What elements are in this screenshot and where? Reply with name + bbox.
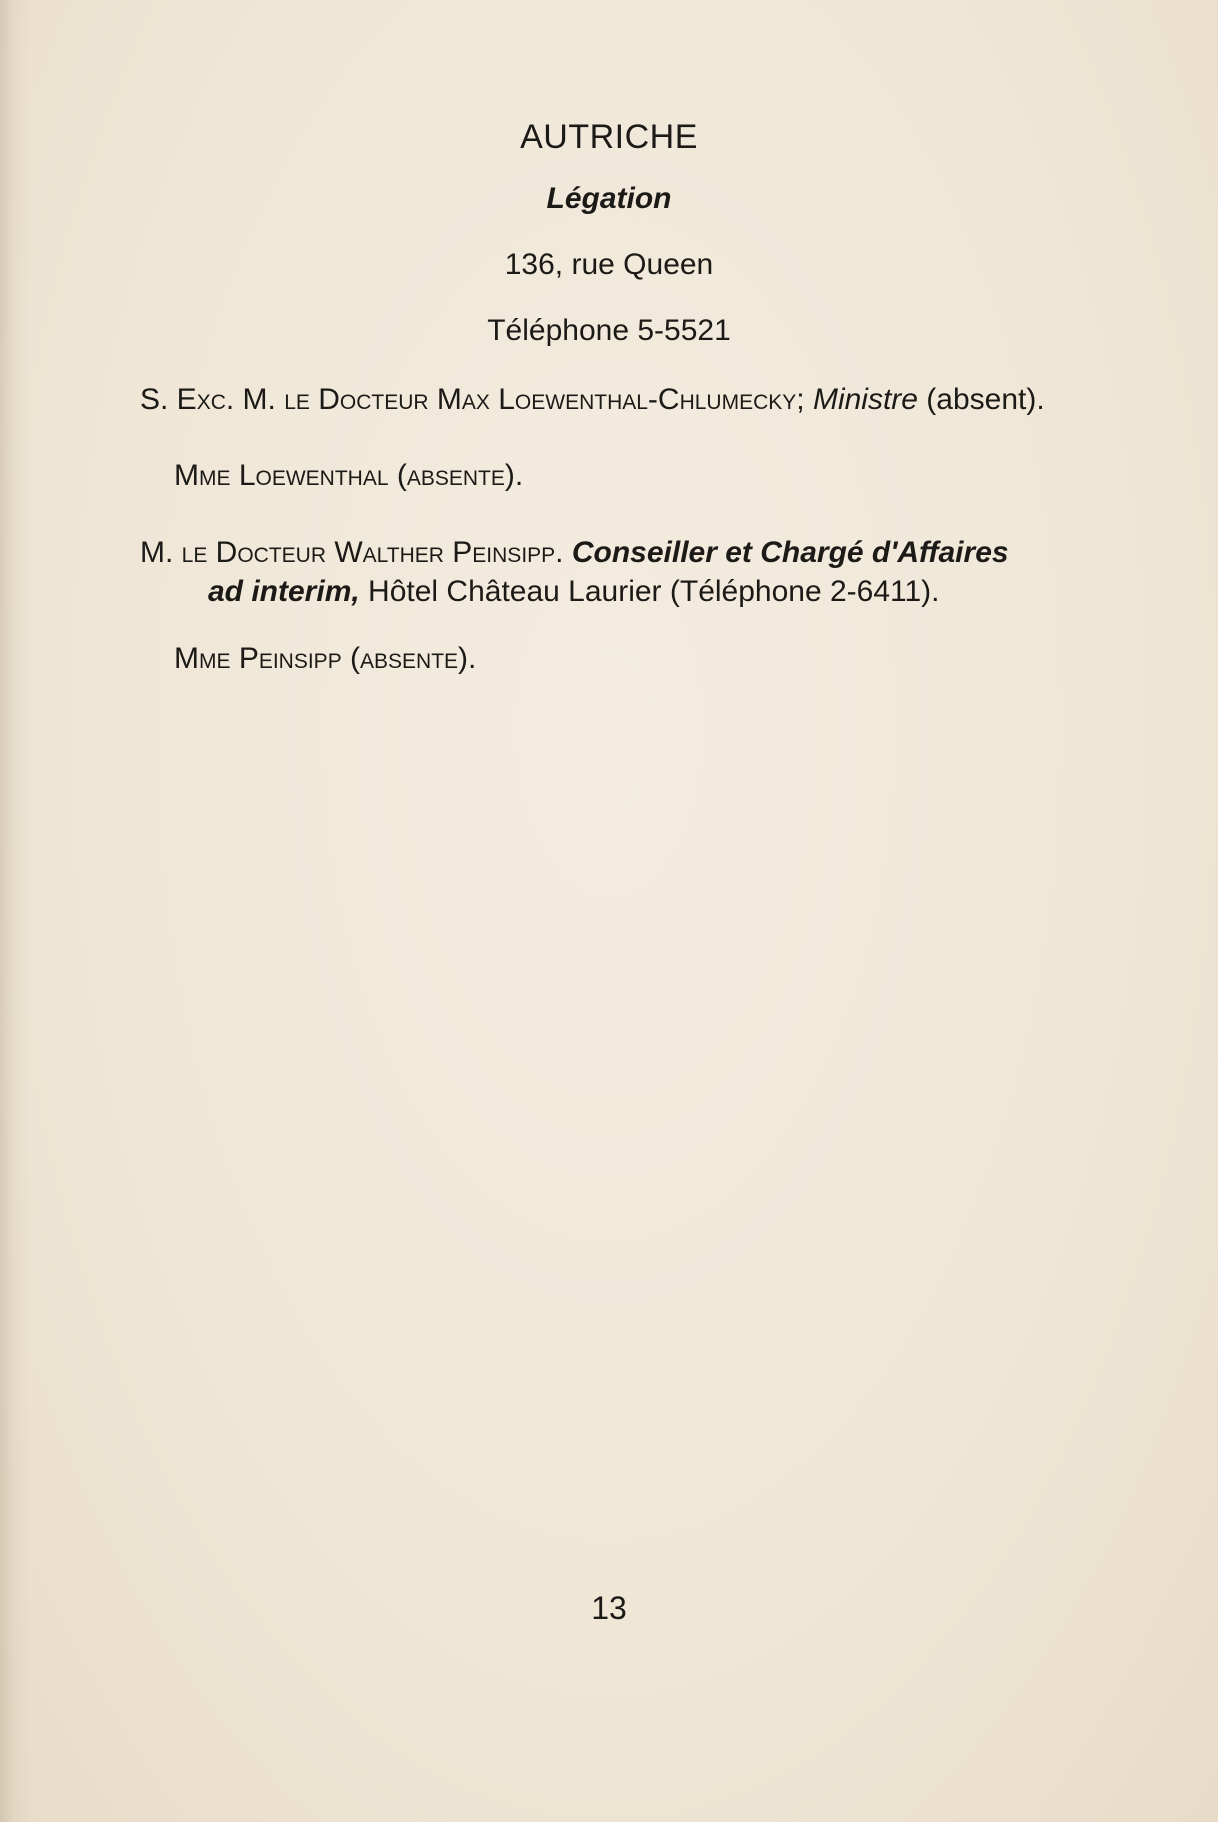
country-heading: AUTRICHE <box>520 118 698 156</box>
spouse-entry <box>174 639 476 678</box>
diplomat-name: S. Exc. M. le Docteur Max Loewenthal-Chlumecky; <box>140 383 805 416</box>
mission-telephone: Téléphone 5-5521 <box>487 314 731 347</box>
diplomat-name: M. le Docteur Walther Peinsipp. <box>140 536 564 569</box>
mission-address: 136, rue Queen <box>504 248 714 281</box>
diplomat-title: Ministre <box>812 383 918 416</box>
diplomat-details: (absent). <box>917 383 1045 416</box>
diplomat-entry <box>140 380 1046 419</box>
diplomat-details: Hôtel Château Laurier (Téléphone 2-6411). <box>359 575 940 608</box>
spouse-name: Mme Loewenthal (absente). <box>174 459 524 492</box>
diplomat-entry <box>140 533 1046 611</box>
spouse-name: Mme Peinsipp (absente). <box>174 642 477 675</box>
spouse-entry <box>174 456 523 495</box>
diplomat-title: Conseiller et Chargé d'Affaires ad interim, <box>208 536 1009 608</box>
mission-type: Légation <box>546 182 672 215</box>
page-number: 13 <box>591 1590 627 1626</box>
